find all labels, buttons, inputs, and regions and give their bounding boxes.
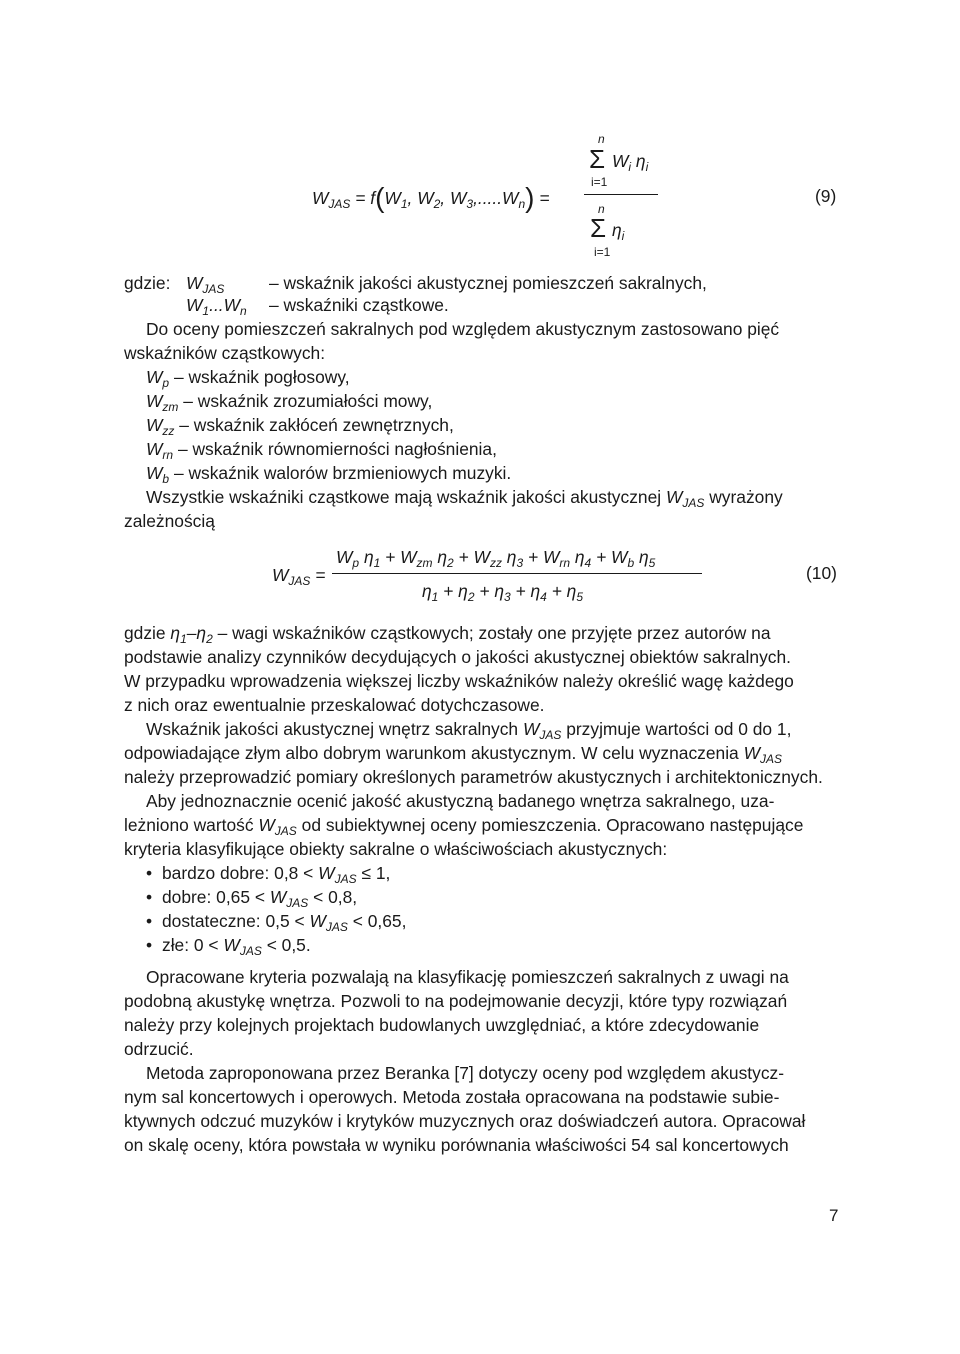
criteria-item-sufficient: • dostateczne: $0,5 < W_{JAS} < 0,65$, — [146, 911, 407, 934]
criteria-item-very-good: • bardzo dobre: $0,8 < W_{JAS} \le 1$, — [146, 863, 391, 886]
where-symbol-wjas: $W_{JAS}$ — [186, 273, 225, 296]
classify-line-1: Opracowane kryteria pozwalają na klasyfikację pomieszczeń sakralnych z uwagi na — [146, 967, 789, 987]
eq9-denominator: $\eta_i$ — [612, 220, 625, 243]
intro-line-1: Do oceny pomieszczeń sakralnych pod względem akustycznym zastosowano pięć — [146, 319, 780, 339]
eq10-fraction-line — [332, 573, 702, 574]
weights-line-4: z nich oraz ewentualnie przeskalować dotychczasowe. — [124, 695, 545, 715]
where-label: gdzie: — [124, 273, 171, 293]
where-desc-wjas: – wskaźnik jakości akustycznej pomieszczeń sakralnych, — [269, 273, 707, 293]
equation-9-lhs: $W_{JAS} = f(W_1$, $W_2$, $W_3,.....W_n$) = — [312, 182, 550, 213]
where-desc-w1wn: – wskaźniki cząstkowe. — [269, 295, 449, 315]
eq9-sum-bottom-n: n — [598, 202, 605, 216]
indicator-wb: $W_b$ – wskaźnik walorów brzmieniowych muzyki. — [146, 463, 512, 486]
classify-line-4: odrzucić. — [124, 1039, 194, 1059]
indicator-wp: $W_p$ – wskaźnik pogłosowy, — [146, 367, 350, 390]
eq10-number: (10) — [806, 563, 837, 583]
range-line-2: odpowiadające złym albo dobrym warunkom akustycznym. W celu wyznaczenia $W_{JAS}$ — [124, 743, 783, 766]
all-indicators-line: Wszystkie wskaźniki cząstkowe mają wskaźnik jakości akustycznej $W_{JAS}$ wyrażony — [146, 487, 783, 510]
eq9-sum-bottom-i: i=1 — [594, 245, 611, 259]
beranek-line-4: on skalę oceny, która powstała w wyniku porównania właściwości 54 sal koncertowych — [124, 1135, 789, 1155]
beranek-line-3: ktywnych odczuć muzyków i krytyków muzycznych oraz doświadczeń autora. Opracował — [124, 1111, 806, 1131]
beranek-line-1: Metoda zaproponowana przez Beranka [7] dotyczy oceny pod względem akustycz- — [146, 1063, 785, 1083]
eq9-sigma-top: Σ — [589, 144, 606, 174]
eq9-sum-top-n: n — [598, 132, 605, 146]
weights-line-1: gdzie $\eta_1-\eta_2$ – wagi wskaźników cząstkowych; zostały one przyjęte przez autorów na — [124, 623, 771, 646]
eq9-sigma-bottom: Σ — [590, 213, 607, 243]
all-indicators-line-2: zależnością — [124, 511, 215, 531]
classify-line-2: podobną akustykę wnętrza. Pozwoli to na podejmowanie decyzji, które typy rozwiązań — [124, 991, 788, 1011]
range-line-3: należy przeprowadzić pomiary określonych parametrów akustycznych i architektonicznych. — [124, 767, 823, 787]
where-symbol-w1wn: $W_1...W_n$ — [186, 295, 247, 318]
eq9-numerator: $W_i$ $\eta_i$ — [612, 151, 649, 174]
weights-line-3: W przypadku wprowadzenia większej liczby wskaźników należy określić wagę każdego — [124, 671, 794, 691]
range-line-1: Wskaźnik jakości akustycznej wnętrz sakralnych $W_{JAS}$ przyjmuje wartości od 0 do 1, — [146, 719, 792, 742]
eq10-lhs: $W_{JAS}$ = — [272, 565, 326, 588]
weights-line-2: podstawie analizy czynników decydujących o jakości akustycznej obiektów sakralnych. — [124, 647, 791, 667]
eval-line-3: kryteria klasyfikujące obiekty sakralne o właściwościach akustycznych: — [124, 839, 668, 859]
indicator-wzz: $W_{zz}$ – wskaźnik zakłóceń zewnętrznych, — [146, 415, 454, 438]
classify-line-3: należy przy kolejnych projektach budowlanych uwzględniać, a które zdecydowanie — [124, 1015, 760, 1035]
eq10-denominator: $\eta_1 + \eta_2 + \eta_3 + \eta_4 + \eta_5$ — [422, 581, 584, 604]
eq9-sum-top-i: i=1 — [591, 175, 608, 189]
eval-line-1: Aby jednoznacznie ocenić jakość akustyczną badanego wnętrza sakralnego, uza- — [146, 791, 775, 811]
eq10-numerator: $W_p$ $\eta_1 + W_{zm}$ $\eta_2 + W_{zz}$ $\eta_3 + W_{rn}$ $\eta_4 + W_b$ $\eta_5$ — [336, 547, 656, 570]
eq9-fraction-line — [584, 194, 658, 195]
indicator-wzm: $W_{zm}$ – wskaźnik zrozumiałości mowy, — [146, 391, 433, 414]
beranek-line-2: nym sal koncertowych i operowych. Metoda została opracowana na podstawie subie- — [124, 1087, 780, 1107]
criteria-item-bad: • złe: $0 < W_{JAS} < 0,5$. — [146, 935, 311, 958]
indicator-wrn: $W_{rn}$ – wskaźnik równomierności nagłośnienia, — [146, 439, 497, 462]
eval-line-2: leżniono wartość $W_{JAS}$ od subiektywnej oceny pomieszczenia. Opracowano następujące — [124, 815, 804, 838]
page-number: 7 — [829, 1206, 839, 1225]
criteria-item-good: • dobre: $0,65 < W_{JAS} < 0,8$, — [146, 887, 358, 910]
intro-line-2: wskaźników cząstkowych: — [124, 343, 326, 363]
eq9-number: (9) — [815, 186, 837, 206]
